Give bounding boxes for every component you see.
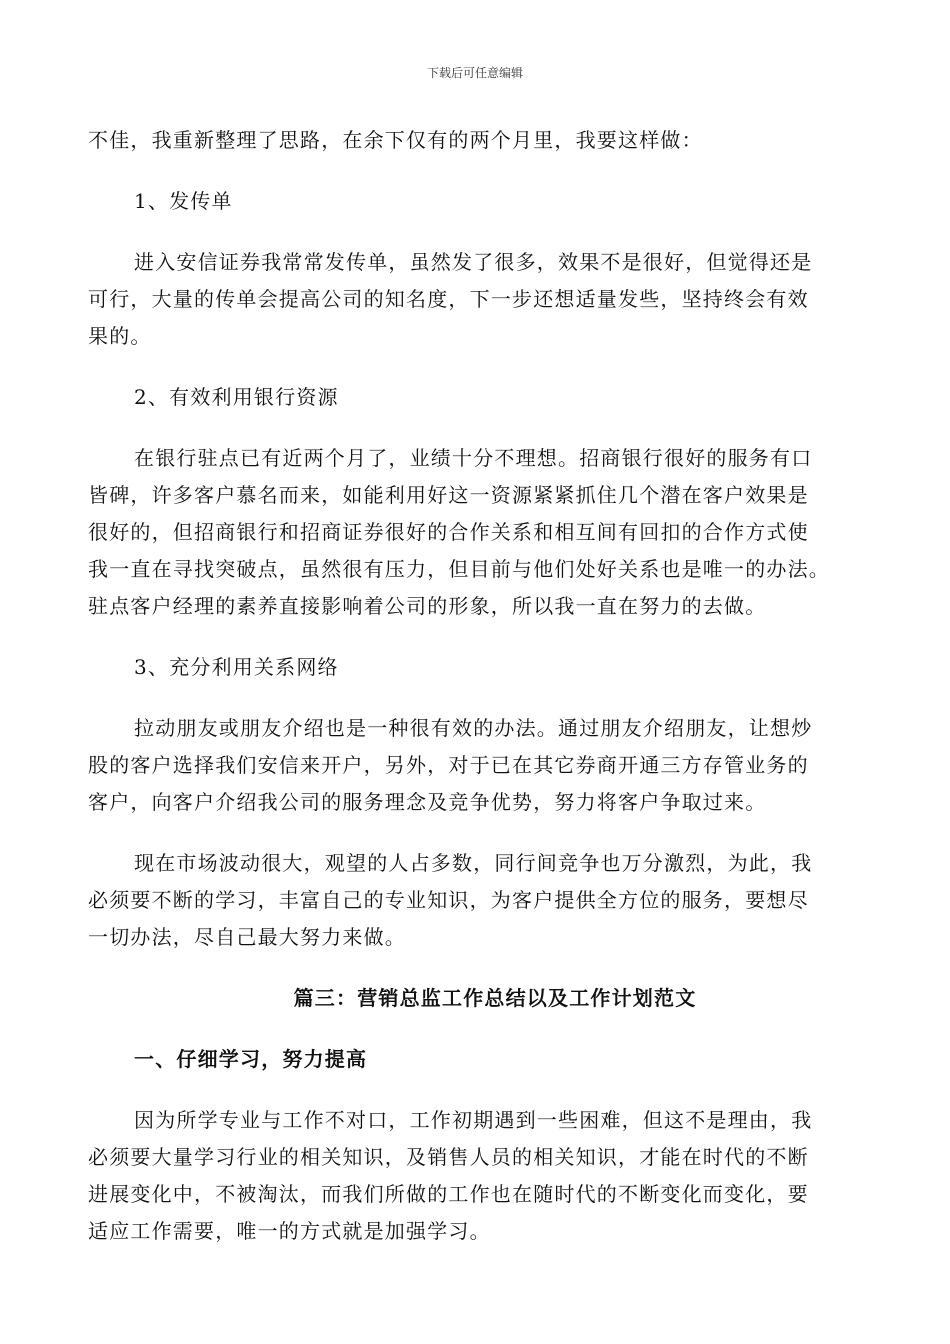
paragraph-line: 一切办法，尽自己最大努力来做。 <box>88 925 406 949</box>
section-heading-3: 3、充分利用关系网络 <box>134 655 339 679</box>
paragraph-line: 客户，向客户介绍我公司的服务理念及竞争优势，努力将客户争取过来。 <box>88 790 767 814</box>
subsection-heading: 一、仔细学习，努力提高 <box>134 1047 368 1071</box>
paragraph-line: 可行，大量的传单会提高公司的知名度，下一步还想适量发些，坚持终会有效 <box>88 287 809 311</box>
paragraph-line: 果的。 <box>88 324 152 348</box>
paragraph-line: 皆碑，许多客户慕名而来，如能利用好这一资源紧紧抓住几个潜在客户效果是 <box>88 483 809 507</box>
paragraph-line: 驻点客户经理的素养直接影响着公司的形象，所以我一直在努力的去做。 <box>88 594 767 618</box>
section-heading-1: 1、发传单 <box>134 189 233 213</box>
page-header: 下载后可任意编辑 <box>426 66 523 80</box>
paragraph-line: 在银行驻点已有近两个月了，业绩十分不理想。招商银行很好的服务有口 <box>134 446 813 470</box>
section-heading-2: 2、有效利用银行资源 <box>134 385 339 409</box>
paragraph-line: 股的客户选择我们安信来开户，另外，对于已在其它券商开通三方存管业务的 <box>88 753 809 777</box>
paragraph-line: 拉动朋友或朋友介绍也是一种很有效的办法。通过朋友介绍朋友，让想炒 <box>134 716 813 740</box>
paragraph-line: 因为所学专业与工作不对口，工作初期遇到一些困难，但这不是理由，我 <box>134 1108 813 1132</box>
paragraph-line: 不佳，我重新整理了思路，在余下仅有的两个月里，我要这样做： <box>88 128 703 152</box>
chapter-title: 篇三：营销总监工作总结以及工作计划范文 <box>293 986 697 1010</box>
document-body <box>88 122 862 1250</box>
paragraph-line: 我一直在寻找突破点，虽然很有压力，但目前与他们处好关系也是唯一的办法。 <box>88 557 830 581</box>
paragraph-line: 进入安信证券我常常发传单，虽然发了很多，效果不是很好，但觉得还是 <box>134 250 813 274</box>
paragraph-line: 进展变化中，不被淘汰，而我们所做的工作也在随时代的不断变化而变化，要 <box>88 1182 809 1206</box>
paragraph-line: 必须要大量学习行业的相关知识，及销售人员的相关知识，才能在时代的不断 <box>88 1145 809 1169</box>
paragraph-line: 适应工作需要，唯一的方式就是加强学习。 <box>88 1219 491 1243</box>
paragraph-line: 必须要不断的学习，丰富自己的专业知识，为客户提供全方位的服务，要想尽 <box>88 888 809 912</box>
paragraph-line: 很好的，但招商银行和招商证券很好的合作关系和相互间有回扣的合作方式使 <box>88 520 809 544</box>
paragraph-line: 现在市场波动很大，观望的人占多数，同行间竞争也万分激烈，为此，我 <box>134 851 813 875</box>
